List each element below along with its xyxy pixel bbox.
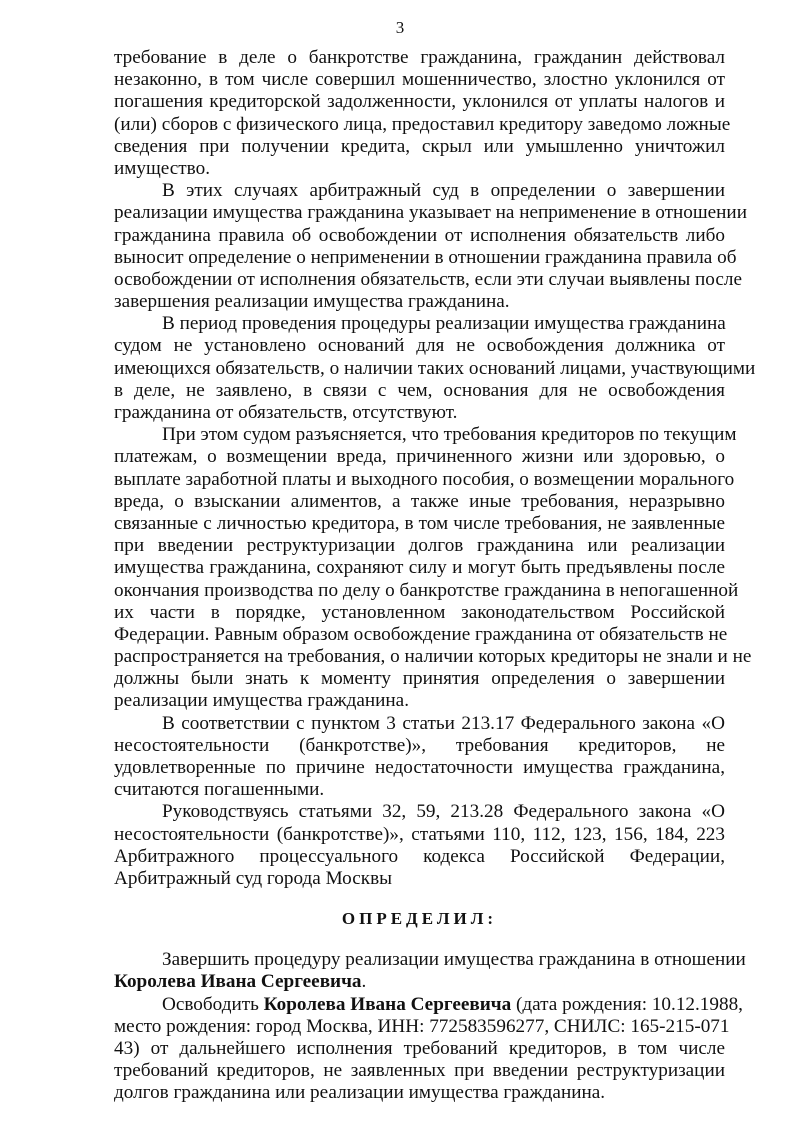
text-line: связанные с личностью кредитора, в том числе требования, не заявленные: [114, 512, 725, 534]
release-prefix: Освободить: [162, 993, 264, 1015]
text-line: имеющихся обязательств, о наличии таких оснований лицами, участвующими: [114, 357, 756, 379]
page-number: 3: [395, 18, 405, 37]
text-line: требование в деле о банкротстве гражданина, гражданин действовал: [114, 47, 725, 68]
text-line: считаются погашенными.: [114, 779, 325, 801]
text-line: Руководствуясь статьями 32, 59, 213.28 Федерального закона «О: [162, 801, 725, 823]
ruling-item-complete: [114, 949, 746, 993]
text-line: вреда, о взыскании алиментов, а также иные требования, неразрывно: [114, 490, 725, 512]
text-line: судом не установлено оснований для не освобождения должника от: [114, 335, 725, 357]
text-line: погашения кредиторской задолженности, уклонился от уплаты налогов и: [114, 91, 725, 113]
text-line: окончания производства по делу о банкротстве гражданина в непогашенной: [114, 579, 739, 601]
paragraph-legal-basis: [114, 801, 725, 890]
text-line: В соответствии с пунктом 3 статьи 213.17 Федерального закона «О: [162, 712, 725, 734]
text-line: несостоятельности (банкротстве)», требования кредиторов, не: [114, 734, 725, 756]
text-line: [114, 971, 725, 993]
paragraph-debts-repaid: [114, 713, 725, 802]
text-line: При этом судом разъясняется, что требования кредиторов по текущим: [162, 424, 737, 446]
text-line: реализации имущества гражданина.: [114, 690, 409, 712]
text-line: выносит определение о неприменении в отношении гражданина правила об: [114, 246, 737, 268]
text-line: завершения реализации имущества гражданина.: [114, 291, 510, 313]
paragraph-no-grounds: [114, 313, 756, 424]
text-line: при введении реструктуризации долгов гражданина или реализации: [114, 535, 725, 557]
text-line: их части в порядке, установленном законодательством Российской: [114, 601, 725, 623]
text-line: место рождения: город Москва, ИНН: 772583596277, СНИЛС: 165-215-071: [114, 1015, 730, 1037]
text-line: имущество.: [114, 157, 210, 179]
text-line: Федерации. Равным образом освобождение гражданина от обязательств не: [114, 623, 728, 645]
paragraph-exceptions: [114, 180, 747, 313]
document-body: [114, 47, 756, 1104]
ruling-heading: ОПРЕДЕЛИЛ:: [341, 909, 498, 929]
text-line: незаконно, в том числе совершил мошенничество, злостно уклонился от: [114, 69, 725, 91]
text-line: платежам, о возмещении вреда, причиненного жизни или здоровью, о: [114, 446, 725, 468]
birth-date-text: (дата рождения: 10.12.1988,: [511, 993, 743, 1015]
text-line: Арбитражный суд города Москвы: [114, 867, 393, 889]
paragraph-clarification: [114, 424, 752, 712]
debtor-name: Королева Ивана Сергеевича: [114, 971, 362, 993]
text-line: выплате заработной платы и выходного пособия, о возмещении морального: [114, 468, 735, 490]
text-line: (или) сборов с физического лица, предоставил кредитору заведомо ложные: [114, 113, 731, 135]
punctuation: .: [361, 971, 367, 993]
text-line: гражданина правила об освобождении от исполнения обязательств либо: [114, 224, 725, 246]
debtor-name: Королева Ивана Сергеевича: [263, 993, 512, 1015]
text-line: гражданина от обязательств, отсутствуют.: [114, 402, 458, 423]
text-line: В период проведения процедуры реализации имущества гражданина: [162, 313, 726, 335]
text-line: [114, 993, 743, 1016]
ruling-item-release: [114, 993, 743, 1105]
text-line: сведения при получении кредита, скрыл или умышленно уничтожил: [114, 135, 725, 157]
text-line: должны были знать к моменту принятия определения о завершении: [114, 668, 725, 690]
text-line: долгов гражданина или реализации имущества гражданина.: [114, 1082, 606, 1104]
text-line: Завершить процедуру реализации имущества гражданина в отношении: [162, 949, 746, 971]
text-line: удовлетворенные по причине недостаточности имущества гражданина,: [114, 757, 725, 778]
text-line: Арбитражного процессуального кодекса Российской Федерации,: [114, 845, 725, 867]
text-line: требований кредиторов, не заявленных при введении реструктуризации: [114, 1060, 725, 1082]
text-line: несостоятельности (банкротстве)», статьями 110, 112, 123, 156, 184, 223: [114, 823, 725, 845]
text-line: реализации имущества гражданина указывает на неприменение в отношении: [114, 202, 747, 224]
text-line: распространяется на требования, о наличии которых кредиторы не знали и не: [114, 646, 752, 668]
text-line: В этих случаях арбитражный суд в определении о завершении: [162, 180, 725, 202]
text-line: 43) от дальнейшего исполнения требований кредиторов, в том числе: [114, 1037, 725, 1059]
text-line: имущества гражданина, сохраняют силу и могут быть предъявлены после: [114, 557, 725, 579]
paragraph-continuation: [114, 47, 731, 180]
text-line: освобождении от исполнения обязательств, если эти случаи выявлены после: [114, 268, 742, 290]
text-line: в деле, не заявлено, в связи с чем, основания для не освобождения: [114, 379, 725, 401]
